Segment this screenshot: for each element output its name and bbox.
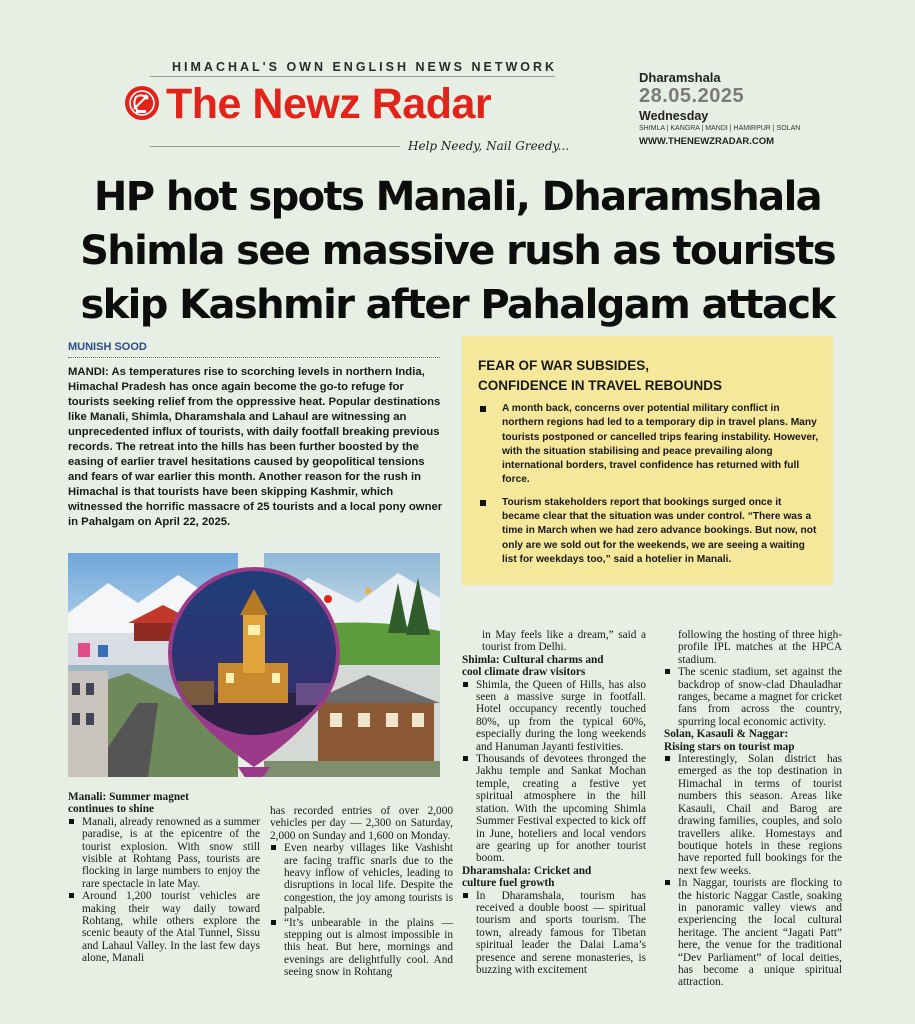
headline-line-1: HP hot spots Manali, Dharamshala xyxy=(93,174,822,220)
dharamshala-subhead-line-1: Dharamshala: Cricket and xyxy=(462,864,592,877)
radar-dish-icon xyxy=(124,85,160,121)
solan-paragraph: Interestingly, Solan district has emerged as the top destination in Himachal in terms of tourist numbers this season. Areas like Kasauli, Chail and Barog are drawing families, couples, and solo travellers alike. Homestays and boutique hotels in these regions have reported full bookings for the next few weeks. xyxy=(664,753,842,877)
dharamshala-continuation: following the hosting of three high-profile IPL matches at the HPCA stadium. xyxy=(678,629,842,666)
edition-districts: SHIMLA | KANGRA | MANDI | HAMIRPUR | SOLAN xyxy=(639,125,801,132)
byline: MUNISH SOOD xyxy=(68,341,147,353)
headline-line-3: skip Kashmir after Pahalgam attack xyxy=(80,282,835,328)
manali-subhead-line-1: Manali: Summer magnet xyxy=(68,791,189,803)
website-link[interactable]: WWW.THENEWZRADAR.COM xyxy=(639,136,775,147)
shimla-subhead-line-1: Shimla: Cultural charms and xyxy=(462,653,604,666)
fear-of-war-boxout xyxy=(462,336,833,585)
manali-paragraph: “It’s unbearable in the plains — stepping out is almost impossible in this heat. But here, mornings and evenings are delightfully cool. And seeing snow in Rohtang xyxy=(270,917,453,979)
boxout-title-line-1: FEAR OF WAR SUBSIDES, xyxy=(478,358,650,373)
lede-paragraph: MANDI: As temperatures rise to scorching levels in northern India, Himachal Pradesh has once again become the go-to refuge for tourists seeking relief from the oppressive heat. Popular destinations like Manali, Shimla, Dharamshala and Lahaul are witnessing an unprecedented influx of tourists, with daily footfall breaking previous records. The retreat into the hills has been further boosted by the easing of earlier travel hesitations caused by geopolitical tensions and fears of war earlier this month. Another reason for the rush in Himachal is that tourists have been skipping Kashmir, which witnessed the horrific massacre of 25 tourists and a local pony owner in Pahalgam on April 22, 2025. xyxy=(68,366,443,528)
boxout-title-line-2: CONFIDENCE IN TRAVEL REBOUNDS xyxy=(478,378,723,393)
byline-rule xyxy=(68,357,440,358)
tourist-destinations-collage xyxy=(68,553,440,777)
brand-slogan: Help Needy, Nail Greedy... xyxy=(408,139,570,153)
page-headline xyxy=(20,170,895,332)
dharamshala-subhead-line-2: culture fuel growth xyxy=(462,877,555,890)
solan-subhead-line-1: Solan, Kasauli & Naggar: xyxy=(664,728,789,741)
edition-date: 28.05.2025 xyxy=(639,85,745,107)
brand-name: The Newz Radar xyxy=(166,80,492,128)
naggar-paragraph: In Naggar, tourists are flocking to the historic Naggar Castle, soaking in panoramic valley views and experiencing the local cultural heritage. The ancient “Jagati Patt” here, the venue for the traditional “Dev Parliament” of local deities, has become a unique spiritual attraction. xyxy=(664,877,842,989)
shimla-paragraph: Shimla, the Queen of Hills, has also seen a massive surge in footfall. Hotel occupancy recently touched 80%, up from the typical 60%, especially during the long weekends and Hanuman Jayanti festivities. xyxy=(462,679,646,753)
manali-paragraph: Around 1,200 tourist vehicles are making their way daily toward Rohtang, while others explore the scenic beauty of the Atal Tunnel, Sissu and Lahaul Valley. In the last few days alone, Manali xyxy=(68,890,260,964)
boxout-point: Tourism stakeholders report that bookings surged once it became clear that the situation was under control. “There was a time in March when we had zero advance bookings. But now, not only are we sold out for the weekends, we are seeing a waiting list for weekdays too,” said a hotelier in Manali. xyxy=(476,496,821,567)
edition-city: Dharamshala xyxy=(639,70,721,85)
edition-weekday: Wednesday xyxy=(639,109,709,123)
shimla-subhead-line-2: cool climate draw visitors xyxy=(462,666,586,679)
column-4 xyxy=(664,629,842,989)
column-3 xyxy=(462,629,646,976)
boxout-point: A month back, concerns over potential military conflict in northern regions had led to a temporary dip in travel plans. Many tourists postponed or cancelled trips fearing instability. However, with the situation stabilising and peace prevailing along international borders, travel confidence has returned with full force. xyxy=(476,402,821,488)
solan-subhead-line-2: Rising stars on tourist map xyxy=(664,740,795,753)
manali-continuation: has recorded entries of over 2,000 vehicles per day — 2,300 on Saturday, 2,000 on Sunday and 1,600 on Monday. xyxy=(270,805,453,842)
shimla-paragraph: Thousands of devotees thronged the Jakhu temple and Sankat Mochan temple, creating a festive yet spiritual atmosphere in the hill station. With the upcoming Shimla Summer Festival expected to kick off in June, hoteliers and local vendors are gearing up for another tourist boom. xyxy=(462,753,646,865)
quote-continuation: in May feels like a dream,” said a tourist from Delhi. xyxy=(482,629,646,654)
boxout-title xyxy=(478,356,818,396)
manali-paragraph: Manali, already renowned as a summer paradise, is at the epicentre of the tourist explosion. With snow still visible at Rohtang Pass, tourists are flocking in large numbers to enjoy the rare spectacle in late May. xyxy=(68,816,260,890)
tagline-rule xyxy=(150,146,400,147)
manali-paragraph: Even nearby villages like Vashisht are facing traffic snarls due to the heavy inflow of vehicles, leading to disruptions in local life. Despite the congestion, the joy among tourists is palpable. xyxy=(270,842,453,916)
headline-line-2: Shimla see massive rush as tourists xyxy=(80,228,835,274)
dharamshala-paragraph: The scenic stadium, set against the backdrop of snow-clad Dhauladhar ranges, became a magnet for cricket fans from across the country, spurring local economic activity. xyxy=(664,666,842,728)
network-tagline: HIMACHAL'S OWN ENGLISH NEWS NETWORK xyxy=(172,60,558,74)
column-2 xyxy=(270,805,453,979)
manali-subhead-line-2: continues to shine xyxy=(68,803,154,816)
column-1 xyxy=(68,791,260,965)
dharamshala-paragraph: In Dharamshala, tourism has received a double boost — spiritual tourism and sports tourism. The town, already famous for Tibetan spiritual leader the Dalai Lama’s presence and serene monasteries, is buzzing with excitement xyxy=(462,890,646,977)
masthead-rule xyxy=(150,76,555,77)
boxout-list xyxy=(476,402,821,575)
